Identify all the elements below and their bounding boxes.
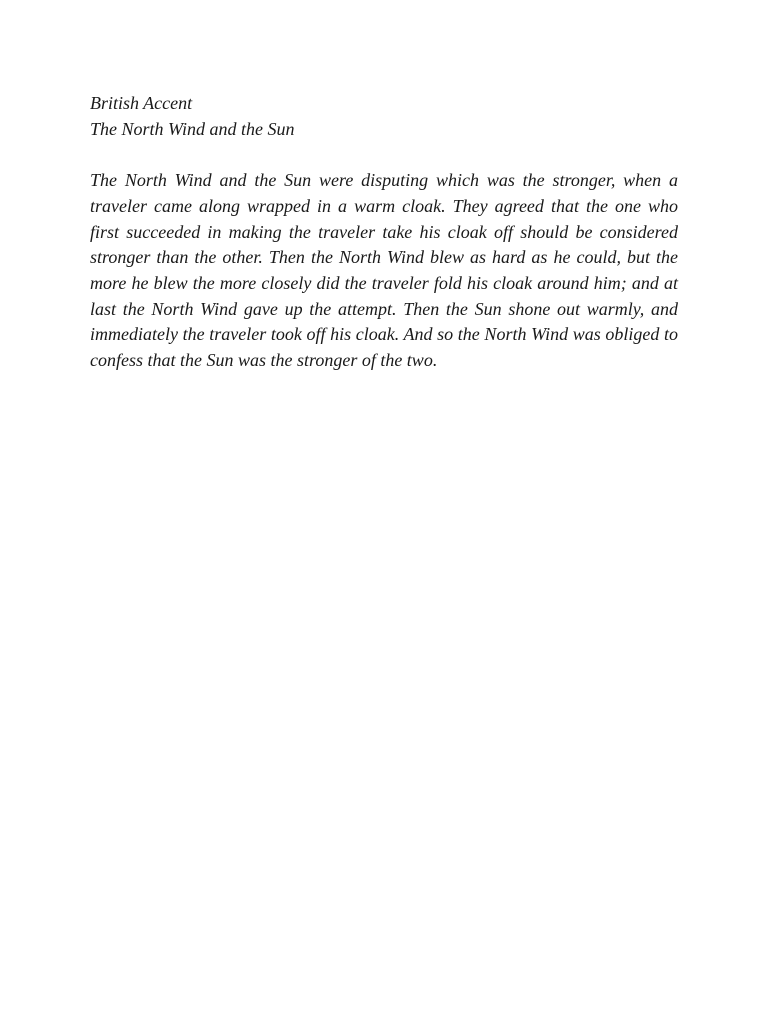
document-content [90, 91, 678, 374]
story-paragraph: The North Wind and the Sun were disputing which was the stronger, when a traveler came along wrapped in a warm cloak. They agreed that the one who first succeeded in making the traveler take his cloak off should be considered stronger than the other. Then the North Wind blew as hard as he could, but the more he blew the more closely did the traveler fold his cloak around him; and at last the North Wind gave up the attempt. Then the Sun shone out warmly, and immediately the traveler took off his cloak. And so the North Wind was obliged to confess that the Sun was the stronger of the two. [90, 170, 678, 371]
story-title: The North Wind and the Sun [90, 118, 295, 139]
accent-label: British Accent [90, 93, 193, 113]
